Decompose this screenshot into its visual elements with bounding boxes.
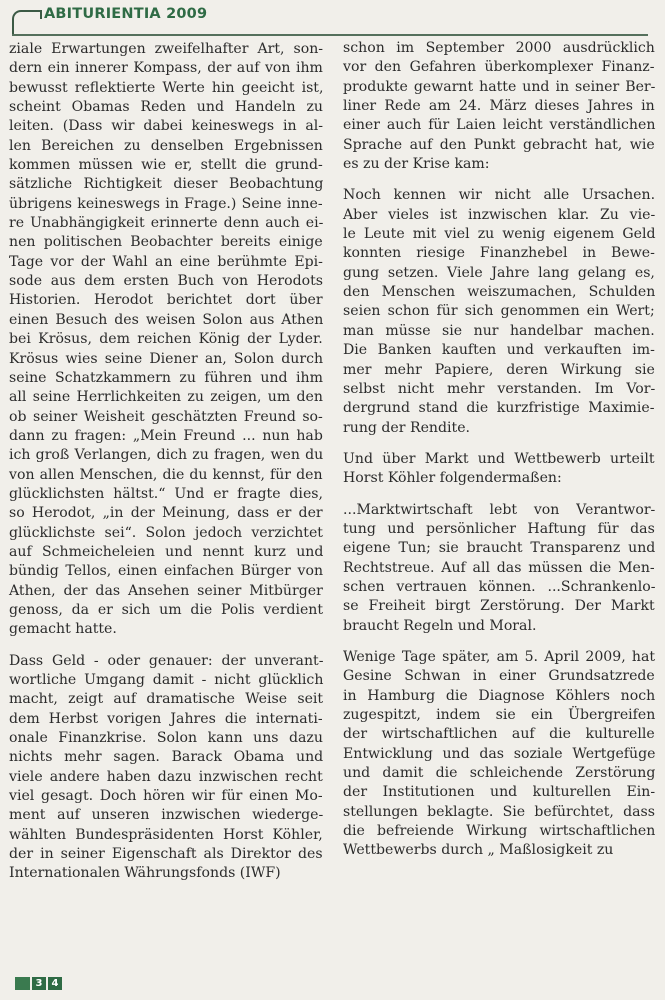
text-line: onale Finanzkrise. Solon kann uns dazu xyxy=(9,730,323,747)
text-line: konnten riesige Finanzhebel in Bewe- xyxy=(343,245,655,262)
text-line: mer mehr Papiere, deren Wirkung sie xyxy=(343,361,655,378)
text-line: ich groß Verlangen, dich zu fragen, wen du xyxy=(9,447,324,464)
text-line: in Hamburg die Diagnose Köhlers noch xyxy=(343,687,656,704)
text-line: glücklichsten hältst.“ Und er fragte dies, xyxy=(9,485,323,502)
text-line: Athen, der das Ansehen seiner Mitbürger xyxy=(9,582,323,599)
text-line: Internationalen Währungsfonds (IWF) xyxy=(9,865,281,882)
text-line: vor den Gefahren überkomplexer Finanz- xyxy=(343,59,655,76)
text-line: dem Herbst vorigen Jahres die internati- xyxy=(9,710,323,727)
page-number-digit: 4 xyxy=(48,977,62,990)
text-line: produkte gewarnt hatte und in seiner Ber- xyxy=(343,78,656,95)
text-line: den Menschen weiszumachen, Schulden xyxy=(343,284,656,301)
text-line: sätzliche Richtigkeit dieser Beobachtung xyxy=(9,176,324,193)
text-line: tung und persönlicher Haftung für das xyxy=(343,520,655,537)
text-line: Wenige Tage später, am 5. April 2009, hat xyxy=(343,648,656,665)
paragraph xyxy=(9,652,323,884)
text-line: zugespitzt, indem sie ein Übergreifen xyxy=(343,707,656,723)
paragraph xyxy=(343,450,655,489)
page-number xyxy=(15,977,62,990)
paragraph xyxy=(9,40,323,640)
text-line: Aber vieles ist inzwischen klar. Zu vie- xyxy=(343,206,656,223)
text-line: Horst Köhler folgendermaßen: xyxy=(343,470,562,487)
text-line: rung der Rendite. xyxy=(343,419,471,436)
text-line: stellungen beklagte. Sie befürchtet, dass xyxy=(343,803,655,820)
text-line: Rechtstreue. Auf all das müssen die Men- xyxy=(343,559,655,576)
text-line: dann zu fragen: „Mein Freund ... nun hab xyxy=(9,427,323,444)
left-column xyxy=(9,40,323,884)
text-line: ziale Erwartungen zweifelhafter Art, son- xyxy=(9,41,324,57)
text-line: wortliche Umgang damit - nicht glücklich xyxy=(9,672,324,688)
text-line: so Herodot, „in der Meinung, dass er der xyxy=(9,505,323,522)
text-line: Historien. Herodot berichtet dort über xyxy=(9,292,323,309)
text-line: ...Marktwirtschaft lebt von Verantwor- xyxy=(343,501,656,518)
text-line: sode aus dem ersten Buch von Herodots xyxy=(9,273,323,290)
text-line: kommen müssen wie er, stellt die grund- xyxy=(9,157,323,174)
text-line: übrigens keineswegs in Frage.) Seine inne- xyxy=(9,195,323,212)
text-line: scheint Obamas Reden und Handeln zu xyxy=(9,99,323,116)
text-line: glücklichste sei“. Solon jedoch verzichtet xyxy=(9,524,323,541)
text-line: viel gesagt. Doch hören wir für einen Mo- xyxy=(9,788,323,805)
text-line: Krösus wies seine Diener an, Solon durch xyxy=(9,350,324,367)
text-line: se Freiheit birgt Zerstörung. Der Markt xyxy=(343,598,655,615)
text-line: leiten. (Dass wir dabei keineswegs in al- xyxy=(9,118,324,135)
paragraph xyxy=(343,501,655,636)
text-line: Wettbewerbs durch „ Maßlosigkeit zu xyxy=(343,842,614,859)
text-line: bewusst reflektierte Werte hin geeicht ist, xyxy=(9,79,324,96)
text-line: len Bereichen zu denselben Ergebnissen xyxy=(9,137,323,154)
paragraph xyxy=(343,648,655,861)
text-line: auf Schmeicheleien und nennt kurz und xyxy=(9,543,324,560)
text-line: macht, zeigt auf dramatische Weise seit xyxy=(9,691,324,708)
text-line: nichts mehr sagen. Barack Obama und xyxy=(9,749,324,766)
text-line: dern ein innerer Kompass, der auf von ihm xyxy=(9,60,323,77)
text-line: braucht Regeln und Moral. xyxy=(343,617,537,634)
text-line: all seine Herrlichkeiten zu zeigen, um den xyxy=(9,389,323,406)
text-line: von allen Menschen, die du kennst, für den xyxy=(9,466,323,483)
text-line: selbst nicht mehr verstanden. Im Vor- xyxy=(343,380,656,397)
text-line: Entwicklung und das soziale Wertgefüge xyxy=(343,745,656,762)
text-line: ob seiner Weisheit geschätzten Freund so- xyxy=(9,408,323,425)
text-line: Und über Markt und Wettbewerb urteilt xyxy=(343,450,655,467)
right-column xyxy=(343,39,655,861)
header-bracket-ornament xyxy=(12,10,42,36)
text-line: re Unabhängigkeit erinnerte denn auch ei- xyxy=(9,215,324,232)
page-number-ornament xyxy=(15,977,30,990)
text-line: nen politischen Beobachter bereits einige xyxy=(9,234,323,251)
text-line: Gesine Schwan in einer Grundsatzrede xyxy=(343,668,655,685)
text-line: der Institutionen und kulturellen Ein- xyxy=(343,784,656,801)
running-header xyxy=(10,3,650,33)
text-line: man müsse sie nur handelbar machen. xyxy=(343,322,655,339)
text-line: der in seiner Eigenschaft als Direktor des xyxy=(9,846,323,863)
text-line: schon im September 2000 ausdrücklich xyxy=(343,40,655,56)
text-line: wählten Bundespräsidenten Horst Köhler, xyxy=(9,826,323,843)
text-line: die befreiende Wirkung wirtschaftlichen xyxy=(343,823,656,840)
header-rule xyxy=(12,34,648,36)
paragraph xyxy=(343,39,655,174)
text-line: der wirtschaftlichen auf die kulturelle xyxy=(343,726,655,743)
text-line: dergrund stand die kurzfristige Maximie- xyxy=(343,400,655,417)
text-line: Tage vor der Wahl an eine berühmte Epi- xyxy=(9,253,323,270)
text-line: Dass Geld - oder genauer: der unverant- xyxy=(9,652,324,669)
text-line: seine Schatzkammern zu führen und ihm xyxy=(9,369,323,386)
text-line: bündig Tellos, einen einfachen Bürger von xyxy=(9,563,324,580)
paragraph xyxy=(343,186,655,437)
text-line: viele andere haben dazu inzwischen recht xyxy=(9,768,323,785)
text-line: ment auf unseren inzwischen wiederge- xyxy=(9,807,324,824)
text-line: liner Rede am 24. März dieses Jahres in xyxy=(343,98,655,115)
text-line: Sprache auf den Punkt gebracht hat, wie xyxy=(343,136,655,153)
text-line: schen vertrauen können. ...Schrankenlo- xyxy=(343,578,656,595)
text-line: einen Besuch des weisen Solon aus Athen xyxy=(9,311,324,328)
text-line: Noch kennen wir nicht alle Ursachen. xyxy=(343,187,656,204)
text-line: und damit die schleichende Zerstörung xyxy=(343,765,656,782)
text-line: gung setzen. Viele Jahre lang gelang es, xyxy=(343,264,655,281)
text-line: le Leute mit viel zu wenig eigenem Geld xyxy=(343,226,656,243)
text-line: bei Krösus, dem reichen König der Lyder. xyxy=(9,331,323,348)
text-line: Die Banken kauften und verkauften im- xyxy=(343,342,655,359)
text-line: genoss, da er sich um die Polis verdient xyxy=(9,601,324,618)
text-line: gemacht hatte. xyxy=(9,621,117,638)
page-number-digit: 3 xyxy=(32,977,46,990)
text-line: einer auch für Laien leicht verständlichen xyxy=(343,117,656,134)
text-line: es zu der Krise kam: xyxy=(343,156,490,173)
text-line: seien schon für sich genommen ein Wert; xyxy=(343,303,655,320)
text-line: eigene Tun; sie braucht Transparenz und xyxy=(343,540,656,557)
publication-title: ABITURIENTIA 2009 xyxy=(44,6,208,22)
